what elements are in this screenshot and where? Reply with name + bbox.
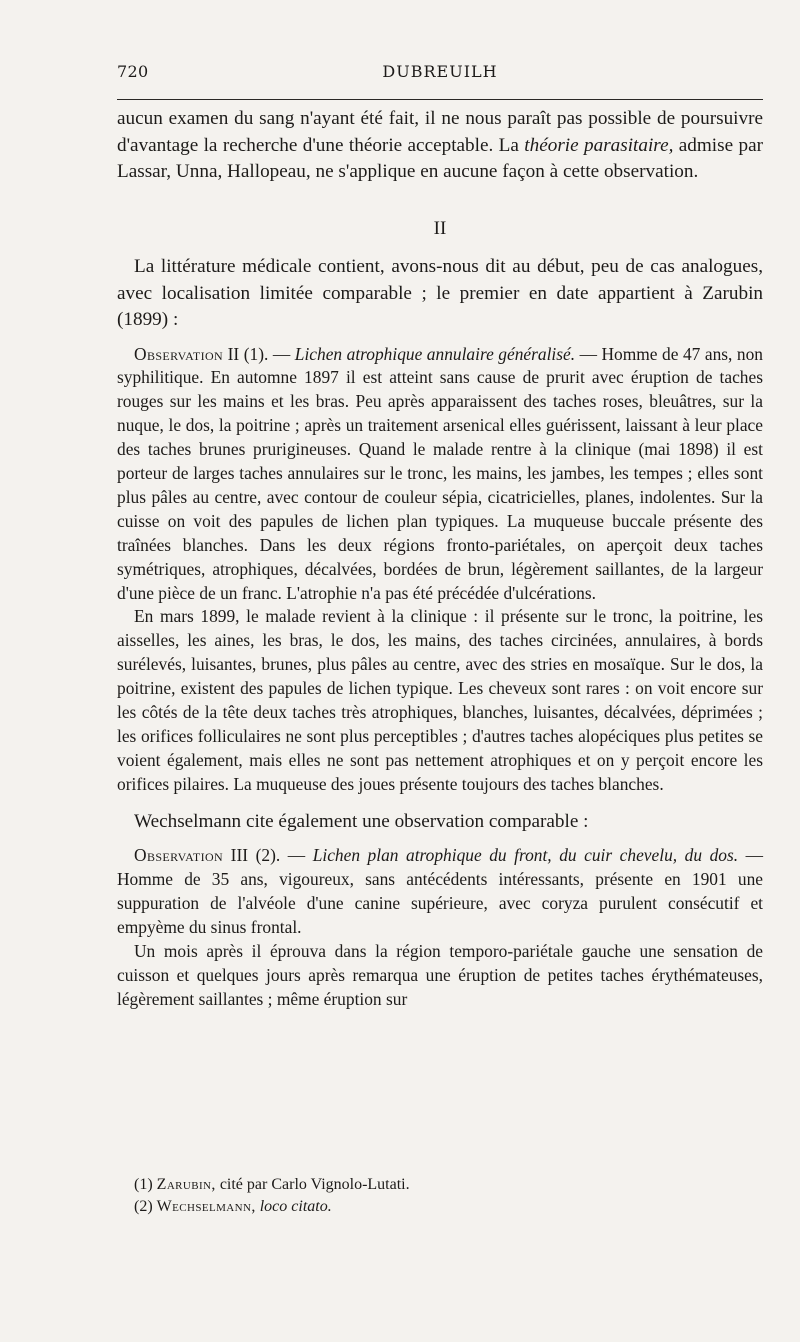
- observation-2-continued: En mars 1899, le malade revient à la clinique : il présente sur le tronc, la poitrine, les aisselles, les aines, les bras, le dos, les mains, des taches circinées, annulaires, à bords surélevés, luisantes, brunes, plus pâles au centre, avec des stries en mosaïque. Sur le dos, la poitrine, existent des papules de lichen typique. Les cheveux sont rares : on voit encore sur les côtés de la tête deux taches très atrophiques, blanches, luisantes, décalvées, déprimées ; les orifices folliculaires ne sont plus perceptibles ; d'autres taches alopéciques plus petites se voient également, mais elles ne sont pas nettement atrophiques et on y perçoit encore les orifices pilaires. La muqueuse des joues présente toujours des taches blanches.: [117, 606, 763, 794]
- observation-2: [117, 343, 763, 606]
- observation-label: Observation: [134, 845, 224, 866]
- section-numeral: II: [433, 217, 447, 239]
- dash: —: [268, 343, 295, 364]
- observation-label: Observation: [134, 343, 224, 364]
- observation-title: Lichen atrophique annulaire généralisé.: [294, 343, 576, 364]
- footnote-author: Zarubin,: [156, 1176, 216, 1193]
- header-rule: [117, 99, 763, 100]
- italic-term: théorie parasitaire,: [524, 134, 674, 156]
- footnotes: [117, 1174, 763, 1218]
- observation-text: — Homme de 47 ans, non syphilitique. En automne 1897 il est atteint sans cause de prurit avec éruption de taches rouges sur les mains et les bras. Peu après apparaissent des taches roses, bleuâtres, sur la nuque, le dos, la poitrine ; après un traitement arsenical elles guérissent, laissant à leur place des taches brunes prurigineuses. Quand le malade rentre à la clinique (mai 1898) il est porteur de larges taches annulaires sur le tronc, les mains, les jambes, les tempes ; elles sont plus pâles au centre, avec contour de couleur sépia, cicatricielles, planes, indolentes. Sur la cuisse on voit des papules de lichen plan typiques. La muqueuse buccale présente des traînées blanches. Dans les deux régions fronto-pariétales, on aperçoit deux taches symétriques, atrophiques, décalvées, bordées de brun, légèrement saillantes, de la largeur d'une pièce de un franc. L'atrophie n'a pas été précédée d'ulcérations.: [117, 343, 763, 603]
- observation-3: [117, 844, 763, 940]
- dash: —: [280, 845, 313, 866]
- footnote: [117, 1174, 763, 1196]
- running-title: DUBREUILH: [382, 62, 498, 81]
- paragraph: Wechselmann cite également une observation comparable :: [134, 810, 589, 832]
- observation-number: II (1).: [227, 343, 269, 364]
- paragraph: La littérature médicale contient, avons-nous dit au début, peu de cas analogues, avec localisation limitée comparable ; le premier en date appartient à Zarubin (1899) :: [117, 256, 763, 330]
- observation-text: — Homme de 35 ans, vigoureux, sans antécédents intéressants, présente en 1901 une suppuration de l'alvéole d'une canine supérieure, avec coryza purulent consécutif et empyème du sinus frontal.: [117, 845, 764, 937]
- footnote: [117, 1196, 763, 1218]
- footnote-mark: (2): [134, 1198, 157, 1215]
- page-number: 720: [117, 62, 149, 81]
- paragraph: [117, 106, 763, 186]
- observation-title: Lichen plan atrophique du front, du cuir chevelu, du dos.: [312, 845, 739, 866]
- paragraph-text: aucun examen du sang n'ayant été fait, il ne nous paraît pas possible de poursuivre d'avantage la recherche d'une théorie acceptable. La: [117, 108, 763, 156]
- observation-3-continued: Un mois après il éprouva dans la région temporo-pariétale gauche une sensation de cuisson et quelques jours après remarqua une éruption de petites taches érythémateuses, légèrement saillantes ; même éruption sur: [117, 940, 763, 1009]
- footnote-mark: (1): [134, 1176, 157, 1193]
- paragraph-text: admise par Lassar, Unna, Hallopeau, ne s'applique en aucune façon à cette observation.: [117, 134, 763, 182]
- footnote-italic: loco citato.: [259, 1198, 332, 1215]
- footnote-text: cité par Carlo Vignolo-Lutati.: [215, 1176, 410, 1193]
- footnote-author: Wechselmann,: [156, 1198, 256, 1215]
- body-text: [117, 106, 763, 1012]
- running-header: [117, 62, 763, 84]
- observation-number: III (2).: [230, 845, 281, 866]
